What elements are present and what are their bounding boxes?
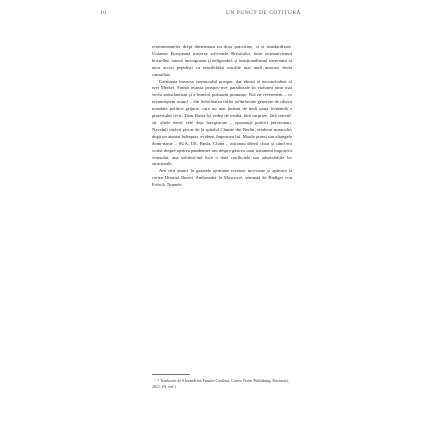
paragraph: resentimentelor drept dimensiuni nu doar practicate, ci și standardizate. Uniunea Europeană traversa schi-mele Brexitului, între normativismul bruxellez, uneori incongruent și neligerabil, și funcționalismul suveranist al unor actori populiști cu sensibilități rusofile mai mult marcate decât camuflate. [152,44,292,77]
footnote-rule [152,374,190,375]
running-title: UN PUNCT DE COTITURĂ [225,10,301,16]
body-text [152,44,292,189]
paragraph: Am citit atunci în gazetele germane recenzii inci-tante și aplicate la cartea Drumul Rusiei. Ambasador la Moscova¹, semnată de Rüdiger von Fritsch. Numele [152,168,292,188]
page-number: 10 [100,10,107,16]
running-head [100,10,353,16]
footnote: ¹ Traducere de Alexandrina Panaite-Cardona, Cartea Veche Publishing, București, 2021. (N. red.) [152,378,289,389]
paragraph: Germania traversa crepusculul prosper, dar obosit și neconcludent al erei Merkel. Franța avansa perspec-tive paradoxale în viziunea unui mai vechi antiatlantism și a înnoirii pulsiunii pronunțe. Noi ne revenearm – ce recunoaștem acum! – din fiebrilitatea tirilor neîncheiate generate de câteva mandate politice grijuite, care nu mai ținteau de mult piața fremândă a protestului civic. Doar Rusia își vedea de treabă, fără surprize, fără convul-sii, altele decât cele deja înregistrate – opozanții politici persecutați, Navalnîi otrăvit plecat de la spitalul Charité din Berlin, vindecat miraculos după un atentat îndreptat, evident, împotriva lui. Marile puteri sau aliangele domi-nante – SUA, UE, Rusia, China – acționau diferit chiar și când era vorba despre oprirea pandemiei sau despre găsirea unui tratament împotriva virusului, ana sublinii-ind încă o dată conflictele sau adversitățile lor structurale. [152,78,292,167]
